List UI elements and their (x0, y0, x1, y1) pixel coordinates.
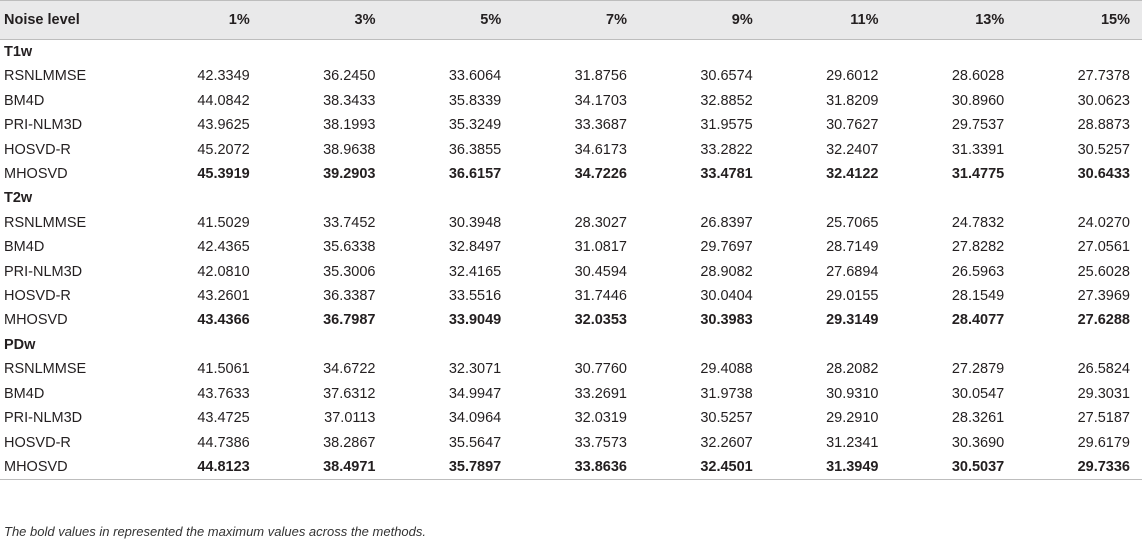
value-cell: 27.8282 (951, 239, 1005, 256)
value-cell: 36.7987 (323, 312, 376, 329)
value-cell: 39.2903 (323, 166, 376, 183)
value-cell: 30.8960 (951, 92, 1005, 109)
value-cell: 31.2341 (826, 434, 879, 451)
value-cell: 31.3391 (951, 141, 1005, 158)
value-cell: 32.4165 (448, 263, 502, 280)
value-cell: 27.0561 (1077, 239, 1130, 256)
table-footnote: The bold values in represented the maximum values across the methods. (4, 524, 426, 539)
value-cell: 35.3249 (448, 117, 502, 134)
method-name: BM4D (4, 385, 45, 402)
header-col-2: 3% (354, 12, 376, 28)
value-cell: 32.2407 (826, 141, 879, 158)
value-cell: 35.3006 (323, 263, 376, 280)
value-cell: 34.1703 (574, 92, 627, 109)
value-cell: 34.7226 (574, 166, 627, 183)
value-cell: 30.5037 (891, 455, 1017, 480)
value-cell: 43.9625 (197, 117, 250, 134)
value-cell: 27.2879 (951, 361, 1005, 378)
value-cell: 33.7452 (323, 214, 376, 231)
table-row (0, 431, 1142, 455)
value-cell: 33.4781 (700, 166, 753, 183)
table-row (0, 162, 1142, 186)
header-noise-level: Noise level (4, 12, 80, 28)
table-row (0, 211, 1142, 235)
value-cell: 30.5257 (1077, 141, 1130, 158)
value-cell: 31.7446 (574, 288, 627, 305)
value-cell: 31.8756 (574, 68, 627, 85)
header-col-5: 9% (731, 12, 753, 28)
value-cell: 28.1549 (951, 288, 1005, 305)
table-row (0, 260, 1142, 284)
value-cell: 29.7537 (951, 117, 1005, 134)
value-cell: 38.2867 (323, 434, 376, 451)
table-row (0, 284, 1142, 308)
value-cell: 43.2601 (197, 288, 250, 305)
value-cell: 44.7386 (197, 434, 250, 451)
value-cell: 25.6028 (1077, 263, 1130, 280)
value-cell: 32.0319 (574, 410, 627, 427)
value-cell: 35.6338 (323, 239, 376, 256)
value-cell: 38.9638 (323, 141, 376, 158)
value-cell: 33.8636 (513, 455, 639, 480)
method-name: HOSVD-R (4, 141, 71, 158)
value-cell: 30.7627 (826, 117, 879, 134)
table-body (0, 40, 1142, 480)
value-cell: 33.7573 (574, 434, 627, 451)
value-cell: 45.3919 (197, 166, 250, 183)
method-name: RSNLMMSE (4, 361, 87, 378)
method-name: PRI-NLM3D (4, 117, 83, 134)
value-cell: 36.6157 (448, 166, 502, 183)
value-cell: 29.7697 (700, 239, 753, 256)
value-cell: 31.9575 (700, 117, 753, 134)
value-cell: 31.8209 (826, 92, 879, 109)
value-cell: 29.2910 (826, 410, 879, 427)
table-header-row (0, 1, 1142, 40)
method-name: MHOSVD (0, 455, 136, 480)
value-cell: 31.0817 (574, 239, 627, 256)
group-row-t1w (0, 40, 1142, 65)
value-cell: 34.0964 (448, 410, 502, 427)
value-cell: 27.3969 (1077, 288, 1130, 305)
group-label: PDw (4, 336, 36, 353)
value-cell: 29.0155 (826, 288, 879, 305)
value-cell: 33.6064 (448, 68, 502, 85)
value-cell: 30.3983 (700, 312, 753, 329)
table-row (0, 89, 1142, 113)
value-cell: 44.8123 (136, 455, 262, 480)
value-cell: 28.9082 (700, 263, 753, 280)
value-cell: 36.3387 (323, 288, 376, 305)
value-cell: 37.6312 (323, 385, 376, 402)
value-cell: 24.0270 (1077, 214, 1130, 231)
value-cell: 41.5061 (197, 361, 250, 378)
group-label: T2w (4, 190, 33, 207)
value-cell: 30.3690 (951, 434, 1005, 451)
value-cell: 33.3687 (574, 117, 627, 134)
value-cell: 34.9947 (448, 385, 502, 402)
value-cell: 28.4077 (951, 312, 1005, 329)
value-cell: 28.8873 (1077, 117, 1130, 134)
value-cell: 45.2072 (197, 141, 250, 158)
value-cell: 36.3855 (448, 141, 502, 158)
value-cell: 30.9310 (826, 385, 879, 402)
value-cell: 32.8497 (448, 239, 502, 256)
value-cell: 37.0113 (324, 410, 376, 427)
value-cell: 30.0404 (700, 288, 753, 305)
group-row-pdw (0, 333, 1142, 357)
table-row (0, 357, 1142, 381)
value-cell: 32.2607 (700, 434, 753, 451)
value-cell: 30.6433 (1077, 166, 1130, 183)
header-col-8: 15% (1100, 12, 1130, 28)
table-row (0, 64, 1142, 88)
value-cell: 27.6894 (826, 263, 879, 280)
group-label: T1w (4, 44, 33, 60)
value-cell: 43.7633 (197, 385, 250, 402)
header-col-3: 5% (480, 12, 502, 28)
value-cell: 27.7378 (1077, 68, 1130, 85)
method-name: MHOSVD (4, 166, 68, 183)
value-cell: 30.6574 (700, 68, 753, 85)
value-cell: 32.4501 (639, 455, 765, 480)
method-name: MHOSVD (4, 312, 68, 329)
method-name: RSNLMMSE (4, 68, 87, 85)
value-cell: 32.8852 (700, 92, 753, 109)
table-row (0, 455, 1142, 480)
method-name: BM4D (4, 92, 45, 109)
value-cell: 38.1993 (323, 117, 376, 134)
value-cell: 26.8397 (700, 214, 753, 231)
value-cell: 30.3948 (448, 214, 502, 231)
value-cell: 26.5963 (951, 263, 1005, 280)
value-cell: 25.7065 (826, 214, 879, 231)
value-cell: 42.4365 (197, 239, 250, 256)
value-cell: 34.6173 (574, 141, 627, 158)
value-cell: 34.6722 (323, 361, 376, 378)
value-cell: 27.5187 (1077, 410, 1130, 427)
value-cell: 36.2450 (323, 68, 376, 85)
table-row (0, 382, 1142, 406)
value-cell: 29.7336 (1016, 455, 1142, 480)
table-row (0, 113, 1142, 137)
value-cell: 28.2082 (826, 361, 879, 378)
value-cell: 38.4971 (262, 455, 388, 480)
value-cell: 33.2691 (574, 385, 627, 402)
header-col-6: 11% (850, 12, 879, 28)
value-cell: 30.7760 (574, 361, 627, 378)
value-cell: 43.4366 (197, 312, 250, 329)
value-cell: 32.3071 (448, 361, 502, 378)
value-cell: 28.6028 (951, 68, 1005, 85)
value-cell: 32.0353 (574, 312, 627, 329)
value-cell: 29.6179 (1077, 434, 1130, 451)
header-col-4: 7% (606, 12, 627, 28)
value-cell: 27.6288 (1077, 312, 1130, 329)
table-row (0, 235, 1142, 259)
method-name: HOSVD-R (4, 434, 71, 451)
value-cell: 33.5516 (448, 288, 502, 305)
method-name: PRI-NLM3D (4, 263, 83, 280)
value-cell: 35.7897 (388, 455, 514, 480)
value-cell: 30.5257 (700, 410, 753, 427)
value-cell: 30.0623 (1077, 92, 1130, 109)
value-cell: 31.9738 (700, 385, 753, 402)
table-row (0, 138, 1142, 162)
value-cell: 33.2822 (700, 141, 753, 158)
value-cell: 29.3149 (826, 312, 879, 329)
value-cell: 29.6012 (826, 68, 879, 85)
value-cell: 35.5647 (448, 434, 502, 451)
method-name: HOSVD-R (4, 288, 71, 305)
value-cell: 26.5824 (1077, 361, 1130, 378)
header-col-1: 1% (228, 12, 250, 28)
value-cell: 30.4594 (574, 263, 627, 280)
value-cell: 24.7832 (951, 214, 1005, 231)
value-cell: 28.3027 (574, 214, 627, 231)
table-row (0, 308, 1142, 332)
header-col-7: 13% (975, 12, 1005, 28)
value-cell: 41.5029 (197, 214, 250, 231)
value-cell: 44.0842 (197, 92, 250, 109)
value-cell: 31.3949 (765, 455, 891, 480)
value-cell: 30.0547 (951, 385, 1005, 402)
group-row-t2w (0, 186, 1142, 210)
value-cell: 42.0810 (197, 263, 250, 280)
method-name: RSNLMMSE (4, 214, 87, 231)
value-cell: 28.7149 (826, 239, 879, 256)
value-cell: 32.4122 (826, 166, 879, 183)
value-cell: 42.3349 (197, 68, 250, 85)
value-cell: 29.4088 (700, 361, 753, 378)
value-cell: 31.4775 (951, 166, 1005, 183)
value-cell: 43.4725 (197, 410, 250, 427)
method-name: PRI-NLM3D (4, 410, 83, 427)
value-cell: 38.3433 (323, 92, 376, 109)
method-name: BM4D (4, 239, 45, 256)
value-cell: 33.9049 (448, 312, 502, 329)
value-cell: 28.3261 (951, 410, 1005, 427)
table-row (0, 406, 1142, 430)
value-cell: 29.3031 (1077, 385, 1130, 402)
value-cell: 35.8339 (448, 92, 502, 109)
